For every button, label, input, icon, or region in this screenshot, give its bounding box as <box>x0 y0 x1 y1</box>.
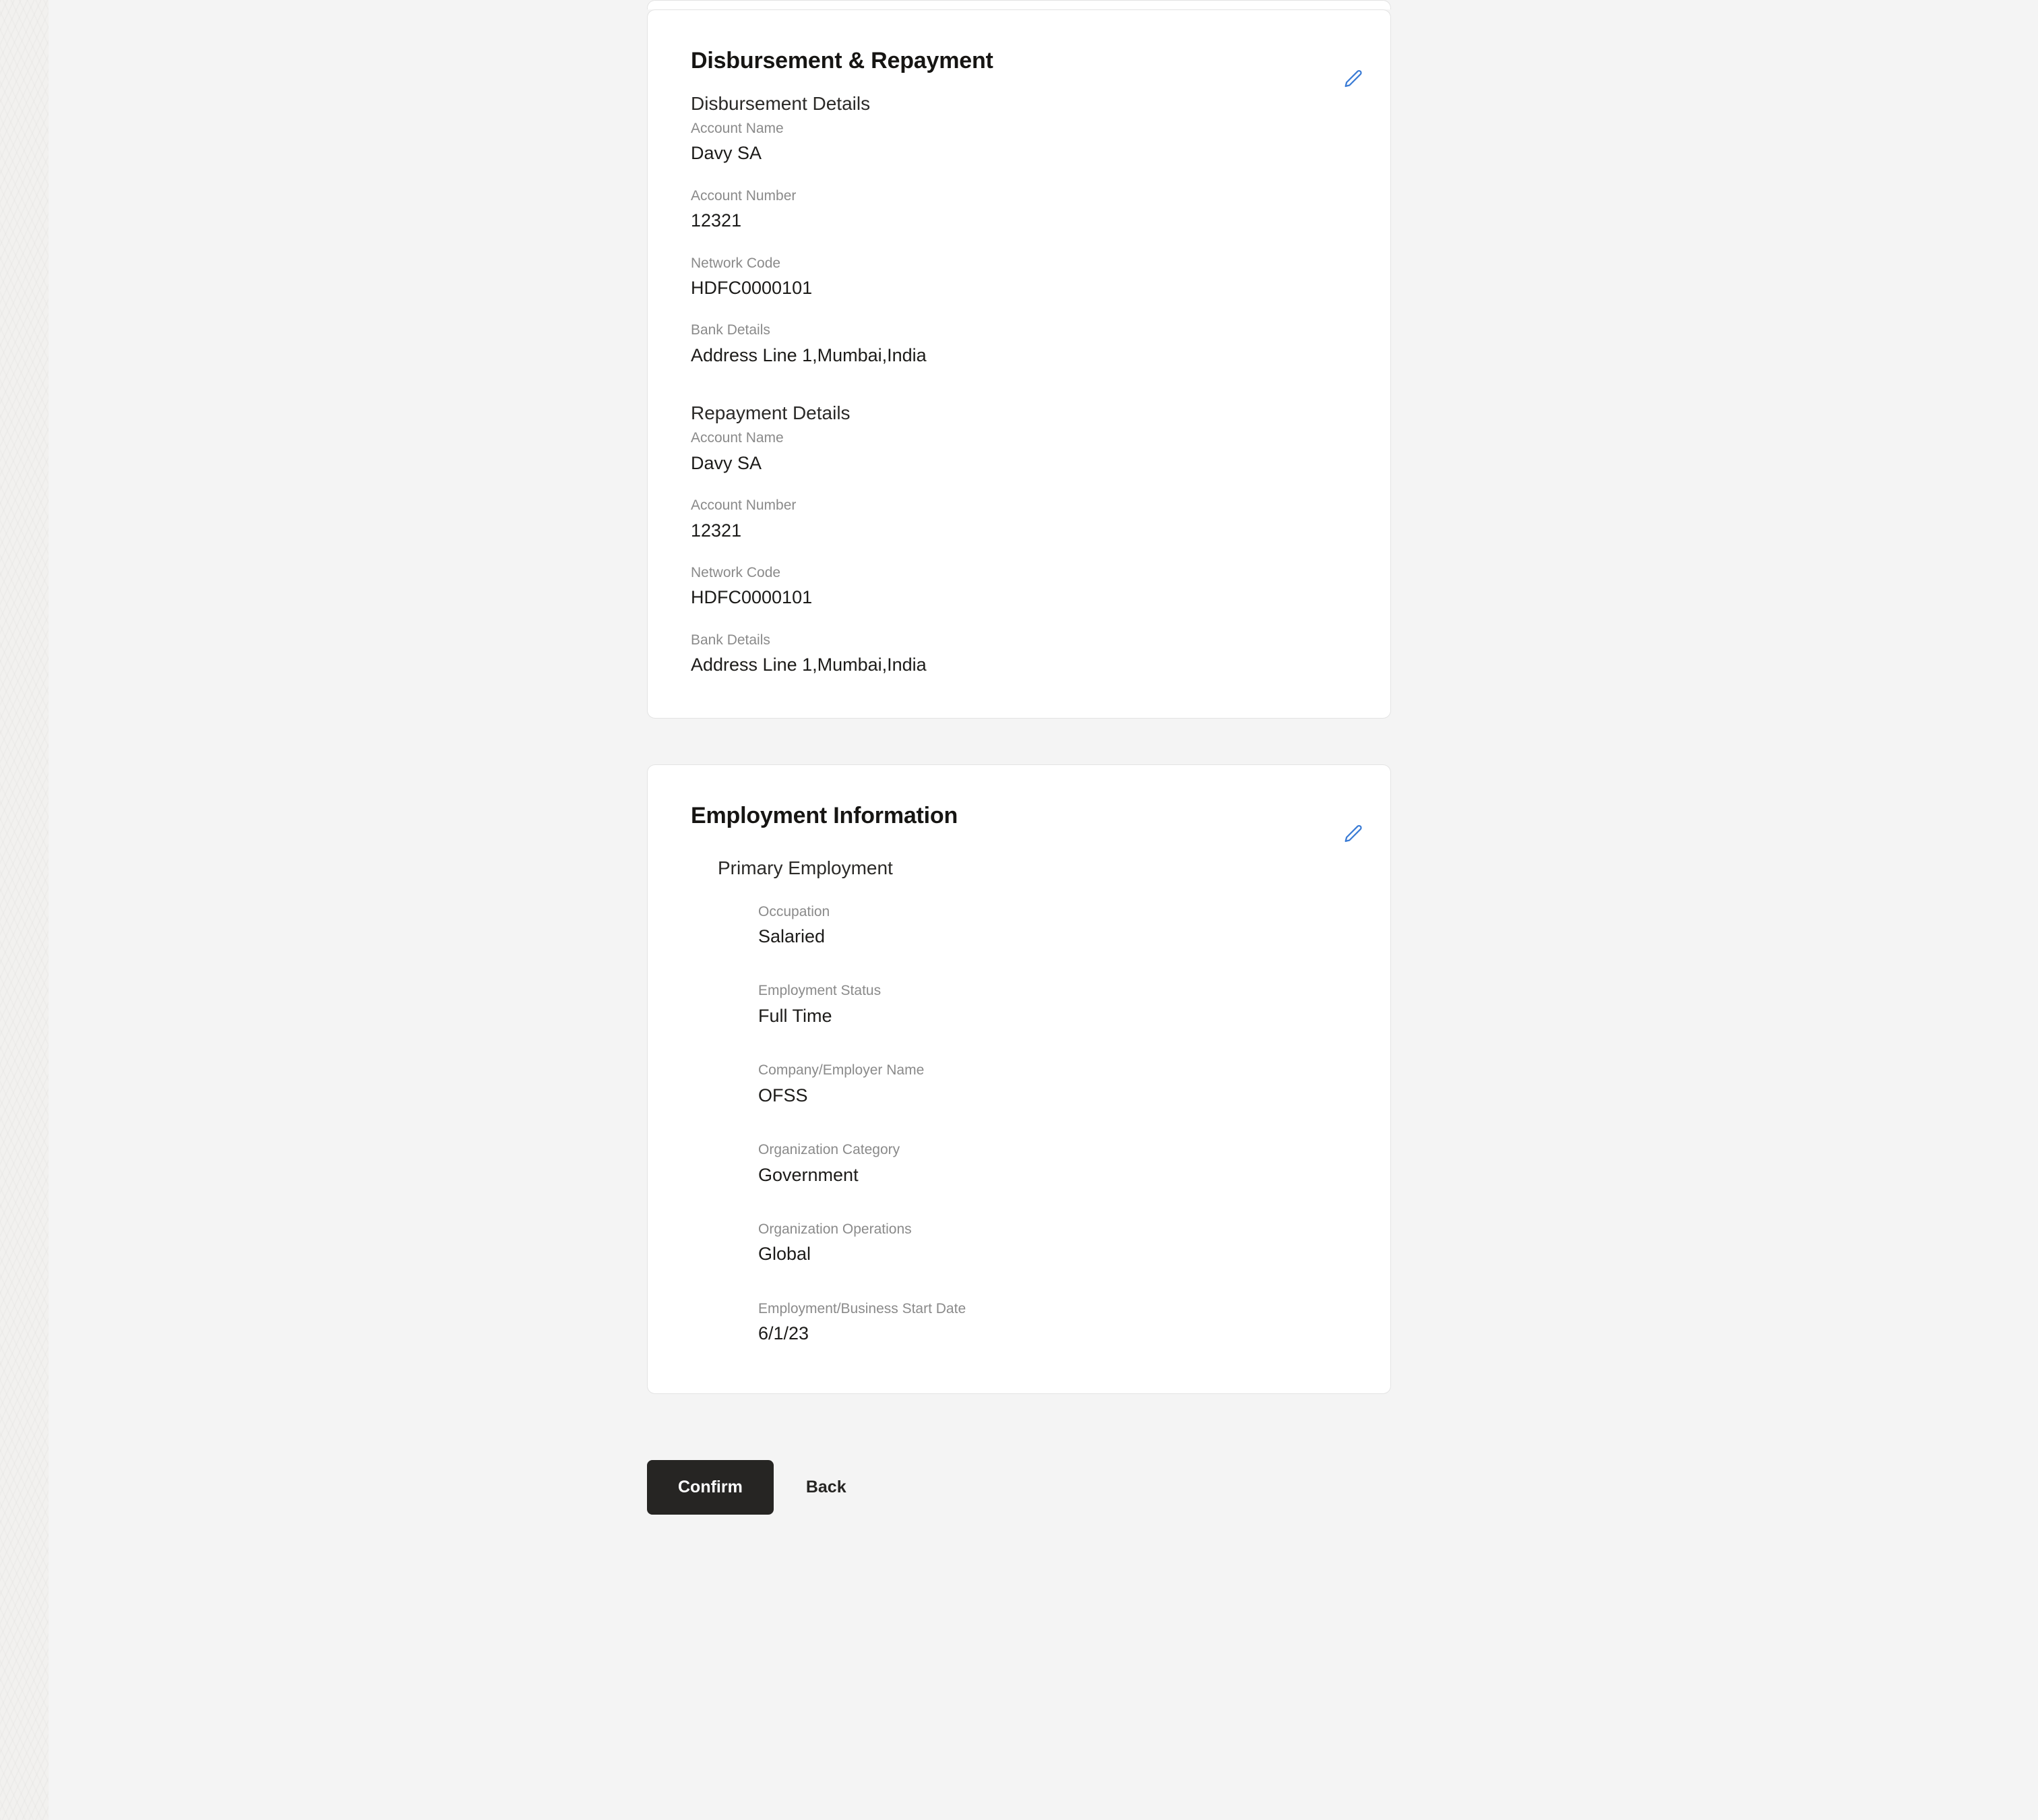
field-occupation <box>758 902 1347 949</box>
repayment-details-heading: Repayment Details <box>691 402 851 424</box>
field-company-employer-name <box>758 1060 1347 1108</box>
form-actions <box>647 1460 1391 1515</box>
field-label: Bank Details <box>691 322 770 338</box>
main-content <box>647 0 1391 1515</box>
field-label: Employment/Business Start Date <box>758 1300 966 1316</box>
field-label: Network Code <box>691 564 781 580</box>
field-label: Account Name <box>691 121 784 136</box>
previous-card-partial <box>647 0 1391 9</box>
field-label: Network Code <box>691 255 781 271</box>
field-value: 12321 <box>691 520 742 541</box>
field-value: Government <box>758 1164 859 1185</box>
repayment-field-bank-details <box>691 630 1347 677</box>
field-label: Account Number <box>691 497 797 514</box>
pencil-icon[interactable] <box>1342 823 1365 846</box>
field-value: 12321 <box>691 210 742 231</box>
field-organization-operations <box>758 1219 1347 1267</box>
field-label: Employment Status <box>758 983 882 999</box>
repayment-field-account-number <box>691 495 1347 543</box>
pencil-icon[interactable] <box>1342 68 1365 91</box>
section-spacer <box>691 367 1347 402</box>
field-value: Full Time <box>758 1005 832 1026</box>
field-employment-start-date <box>758 1299 1347 1346</box>
disbursement-repayment-card <box>647 9 1391 719</box>
field-bank-details <box>691 320 1347 367</box>
confirm-button[interactable]: Confirm <box>647 1460 774 1515</box>
field-label: Company/Employer Name <box>758 1062 925 1079</box>
field-label: Organization Operations <box>758 1221 912 1237</box>
field-value: Global <box>758 1244 811 1265</box>
field-value: HDFC0000101 <box>691 587 813 608</box>
field-value: 6/1/23 <box>758 1323 809 1344</box>
repayment-field-network-code <box>691 563 1347 610</box>
field-label: Bank Details <box>691 632 770 648</box>
field-value: HDFC0000101 <box>691 278 813 299</box>
page-edge-texture <box>0 0 49 1820</box>
disbursement-card-title: Disbursement & Repayment <box>691 48 993 73</box>
field-label: Account Number <box>691 187 797 204</box>
field-label: Organization Category <box>758 1142 900 1158</box>
employment-information-card <box>647 764 1391 1394</box>
employment-card-title: Employment Information <box>691 802 958 828</box>
primary-employment-heading: Primary Employment <box>718 857 893 878</box>
field-employment-status <box>758 981 1347 1028</box>
field-value: Salaried <box>758 926 826 947</box>
employment-fields-list <box>758 902 1347 1346</box>
field-label: Occupation <box>758 903 830 919</box>
disbursement-details-heading: Disbursement Details <box>691 93 871 114</box>
field-label: Account Name <box>691 430 784 446</box>
field-value: Davy SA <box>691 452 762 473</box>
field-network-code <box>691 253 1347 301</box>
field-organization-category <box>758 1140 1347 1187</box>
field-value: OFSS <box>758 1085 808 1105</box>
back-button[interactable]: Back <box>783 1460 869 1515</box>
field-value: Address Line 1,Mumbai,India <box>691 344 927 365</box>
field-account-name <box>691 119 1347 166</box>
field-value: Address Line 1,Mumbai,India <box>691 655 927 675</box>
field-value: Davy SA <box>691 143 762 164</box>
repayment-field-account-name <box>691 428 1347 475</box>
field-account-number <box>691 186 1347 233</box>
